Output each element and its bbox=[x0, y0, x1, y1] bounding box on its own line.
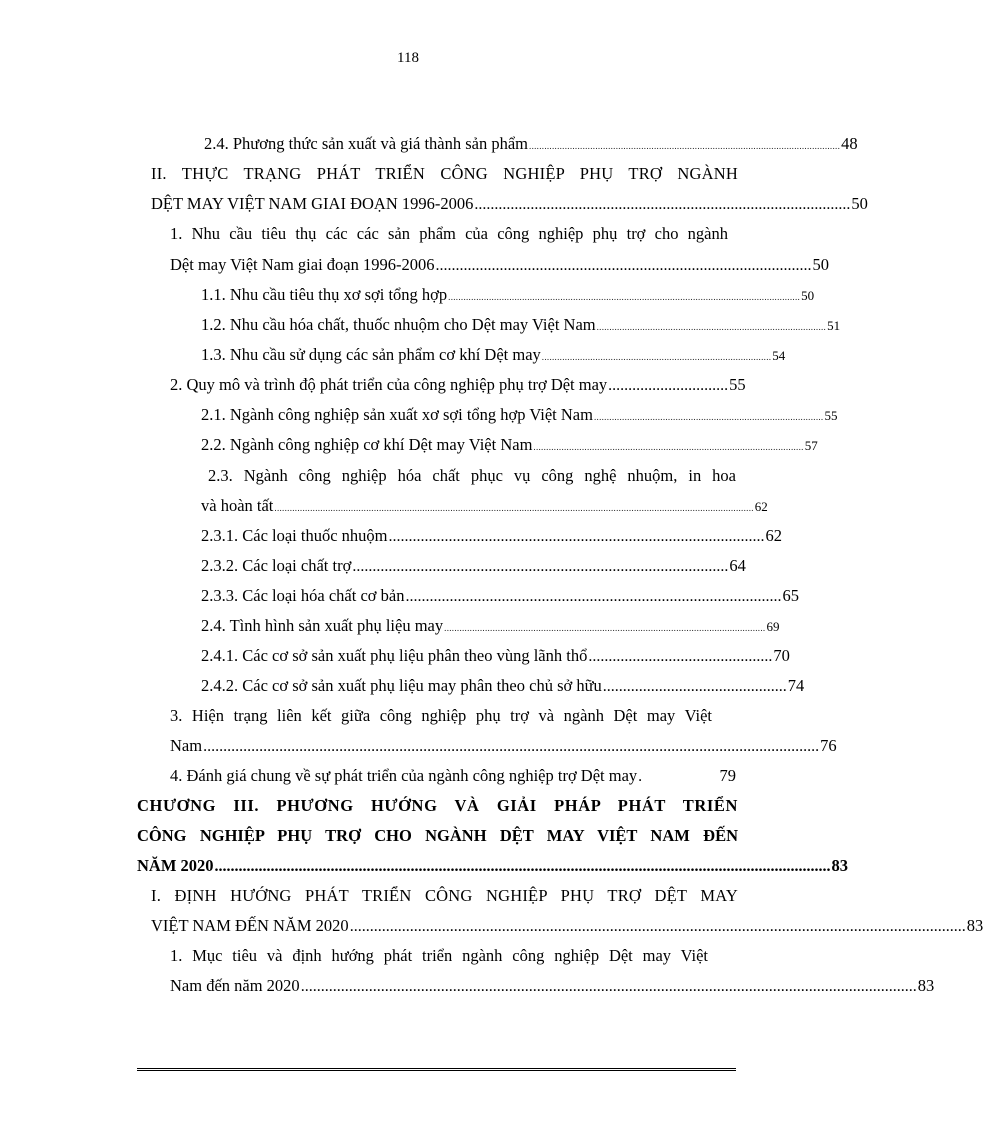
toc-entry-1-3[interactable] bbox=[201, 345, 786, 367]
toc-entry-title: 2.3.3. Các loại hóa chất cơ bản bbox=[201, 586, 405, 605]
toc-entry-title: 1.2. Nhu cầu hóa chất, thuốc nhuộm cho Dệt may Việt Nam bbox=[201, 315, 596, 334]
toc-entry-title: Nam đến năm 2020 bbox=[170, 976, 300, 995]
toc-entry-title: 1.3. Nhu cầu sử dụng các sản phẩm cơ khí Dệt may bbox=[201, 345, 541, 364]
leader-dots: .......................................................................................................................................................... bbox=[349, 918, 966, 935]
leader-dots: .............................................................................................. bbox=[388, 528, 765, 545]
toc-entry-title: Nam bbox=[170, 736, 203, 755]
toc-entry-title: và hoàn tất bbox=[201, 496, 274, 515]
toc-entry-section-i-title[interactable]: I. ĐỊNH HƯỚNG PHÁT TRIỂN CÔNG NGHIỆP PHỤ TRỢ DỆT MAY bbox=[151, 886, 738, 905]
leader-dots: .......................................................................................................................... bbox=[529, 141, 841, 151]
toc-entry-page: 83 bbox=[966, 916, 983, 935]
toc-entry-title: 2.4.1. Các cơ sở sản xuất phụ liệu phân theo vùng lãnh thổ bbox=[201, 646, 588, 665]
leader-dots: .............................................................................................. bbox=[405, 588, 782, 605]
toc-entry-page: 62 bbox=[765, 526, 783, 545]
toc-entry-page: 62 bbox=[754, 499, 768, 514]
toc-entry-title: 2.2. Ngành công nghiệp cơ khí Dệt may Việt Nam bbox=[201, 435, 533, 454]
toc-entry-page: 50 bbox=[812, 255, 829, 274]
toc-entry-1-2[interactable] bbox=[201, 315, 841, 337]
toc-entry-title: VIỆT NAM ĐẾN NĂM 2020 bbox=[151, 916, 349, 935]
toc-entry-page: 57 bbox=[804, 438, 818, 453]
toc-entry-2-1[interactable] bbox=[201, 405, 838, 427]
leader-dots: ............................................................................................................................................................................................ bbox=[274, 503, 754, 513]
toc-entry-page: 65 bbox=[782, 586, 799, 605]
toc-entry-4-assessment[interactable] bbox=[170, 766, 736, 787]
toc-entry-page: 74 bbox=[787, 676, 805, 695]
toc-entry-page: 50 bbox=[851, 194, 868, 213]
leader-dots: .............................................. bbox=[588, 648, 773, 665]
toc-entry-title: 1.1. Nhu cầu tiêu thụ xơ sợi tổng hợp bbox=[201, 285, 448, 304]
toc-entry-page: 70 bbox=[773, 646, 790, 665]
toc-entry-page: 51 bbox=[827, 318, 841, 333]
toc-entry-3-linkage[interactable] bbox=[170, 736, 837, 757]
toc-entry-section-ii[interactable] bbox=[151, 194, 868, 215]
leader-dots: . bbox=[638, 768, 643, 785]
leader-dots: .......................................................................................... bbox=[593, 412, 824, 422]
toc-entry-2-3-3[interactable] bbox=[201, 586, 799, 607]
toc-entry-2-4-2[interactable] bbox=[201, 676, 805, 697]
toc-entry-title: 2. Quy mô và trình độ phát triển của công nghiệp phụ trợ Dệt may bbox=[170, 375, 608, 394]
toc-entry-title: NĂM 2020 bbox=[137, 856, 214, 875]
page-number: 118 bbox=[397, 50, 419, 66]
toc-entry-title: 2.4. Phương thức sản xuất và giá thành sản phẩm bbox=[204, 134, 529, 153]
toc-entry-2-4-production-method[interactable] bbox=[204, 134, 858, 156]
toc-entry-page: 76 bbox=[820, 736, 837, 755]
toc-entry-title: 2.3.1. Các loại thuốc nhuộm bbox=[201, 526, 388, 545]
footer-double-rule bbox=[137, 1068, 736, 1074]
toc-entry-section-i[interactable] bbox=[151, 916, 983, 937]
toc-entry-2-2[interactable] bbox=[201, 435, 818, 457]
toc-entry-2-3-2[interactable] bbox=[201, 556, 746, 577]
toc-entry-title: 2.4.2. Các cơ sở sản xuất phụ liệu may phân theo chủ sở hữu bbox=[201, 676, 602, 695]
toc-entry-2-3-title[interactable]: 2.3. Ngành công nghiệp hóa chất phục vụ công nghệ nhuộm, in hoa bbox=[208, 466, 736, 485]
leader-dots: .............................. bbox=[608, 377, 729, 394]
toc-entry-1-demand-title[interactable]: 1. Nhu cầu tiêu thụ các các sản phẩm của công nghiệp phụ trợ cho ngành bbox=[170, 224, 728, 243]
toc-entry-3-linkage-title[interactable]: 3. Hiện trạng liên kết giữa công nghiệp phụ trợ và ngành Dệt may Việt bbox=[170, 706, 712, 725]
toc-entry-page: 83 bbox=[831, 856, 849, 875]
leader-dots: .......................................................................................................................................................... bbox=[300, 978, 917, 995]
toc-entry-chapter-iii-line2[interactable]: CÔNG NGHIỆP PHỤ TRỢ CHO NGÀNH DỆT MAY VIỆT NAM ĐẾN bbox=[137, 826, 738, 845]
leader-dots: .............................................................................................. bbox=[474, 196, 851, 213]
leader-dots: .......................................................................................... bbox=[541, 352, 772, 362]
toc-entry-title: 4. Đánh giá chung về sự phát triển của ngành công nghiệp trợ Dệt may bbox=[170, 766, 638, 785]
toc-entry-2-4-1[interactable] bbox=[201, 646, 790, 667]
toc-entry-title: Dệt may Việt Nam giai đoạn 1996-2006 bbox=[170, 255, 435, 274]
toc-entry-page: 54 bbox=[772, 348, 786, 363]
toc-entry-page: 48 bbox=[841, 134, 858, 153]
leader-dots: .......................................................................................................................................................... bbox=[203, 738, 820, 755]
leader-dots: .............................................................................................................................. bbox=[444, 623, 766, 633]
toc-entry-title: 2.3.2. Các loại chất trợ bbox=[201, 556, 352, 575]
toc-entry-chapter-iii[interactable] bbox=[137, 856, 849, 877]
toc-entry-title: 2.4. Tình hình sản xuất phụ liệu may bbox=[201, 616, 444, 635]
toc-entry-1-demand[interactable] bbox=[170, 255, 829, 276]
toc-entry-1-1[interactable] bbox=[201, 285, 815, 307]
toc-entry-section-ii-title[interactable]: II. THỰC TRẠNG PHÁT TRIỂN CÔNG NGHIỆP PHỤ TRỢ NGÀNH bbox=[151, 164, 738, 183]
toc-entry-page: 83 bbox=[917, 976, 935, 995]
leader-dots: .......................................................................................... bbox=[596, 322, 827, 332]
toc-entry-2-3[interactable] bbox=[201, 496, 768, 518]
leader-dots: .......................................................................................................... bbox=[533, 442, 804, 452]
toc-entry-2-3-1[interactable] bbox=[201, 526, 783, 547]
leader-dots: .......................................................................................................................................................... bbox=[214, 858, 831, 875]
toc-entry-page: 50 bbox=[801, 288, 815, 303]
leader-dots: .............................................. bbox=[602, 678, 787, 695]
toc-entry-title: 2.1. Ngành công nghiệp sản xuất xơ sợi tổng hợp Việt Nam bbox=[201, 405, 593, 424]
toc-entry-page: 55 bbox=[824, 408, 838, 423]
leader-dots: .............................................................................................. bbox=[435, 257, 812, 274]
toc-entry-page: 69 bbox=[766, 619, 780, 634]
toc-entry-chapter-iii-line1[interactable]: CHƯƠNG III. PHƯƠNG HƯỚNG VÀ GIẢI PHÁP PHÁT TRIỂN bbox=[137, 796, 738, 815]
toc-entry-1-objectives-title[interactable]: 1. Mục tiêu và định hướng phát triển ngành công nghiệp Dệt may Việt bbox=[170, 946, 708, 965]
leader-dots: .............................................................................................. bbox=[352, 558, 729, 575]
toc-entry-page: 64 bbox=[729, 556, 746, 575]
toc-entry-1-objectives[interactable] bbox=[170, 976, 935, 997]
toc-entry-2-scale[interactable] bbox=[170, 375, 746, 396]
toc-entry-title: DỆT MAY VIỆT NAM GIAI ĐOẠN 1996-2006 bbox=[151, 194, 474, 213]
toc-entry-2-4-accessories[interactable] bbox=[201, 616, 780, 638]
leader-dots: .......................................................................................................................................... bbox=[448, 292, 801, 302]
toc-entry-page: 79 bbox=[719, 766, 736, 785]
toc-entry-page: 55 bbox=[729, 375, 746, 394]
